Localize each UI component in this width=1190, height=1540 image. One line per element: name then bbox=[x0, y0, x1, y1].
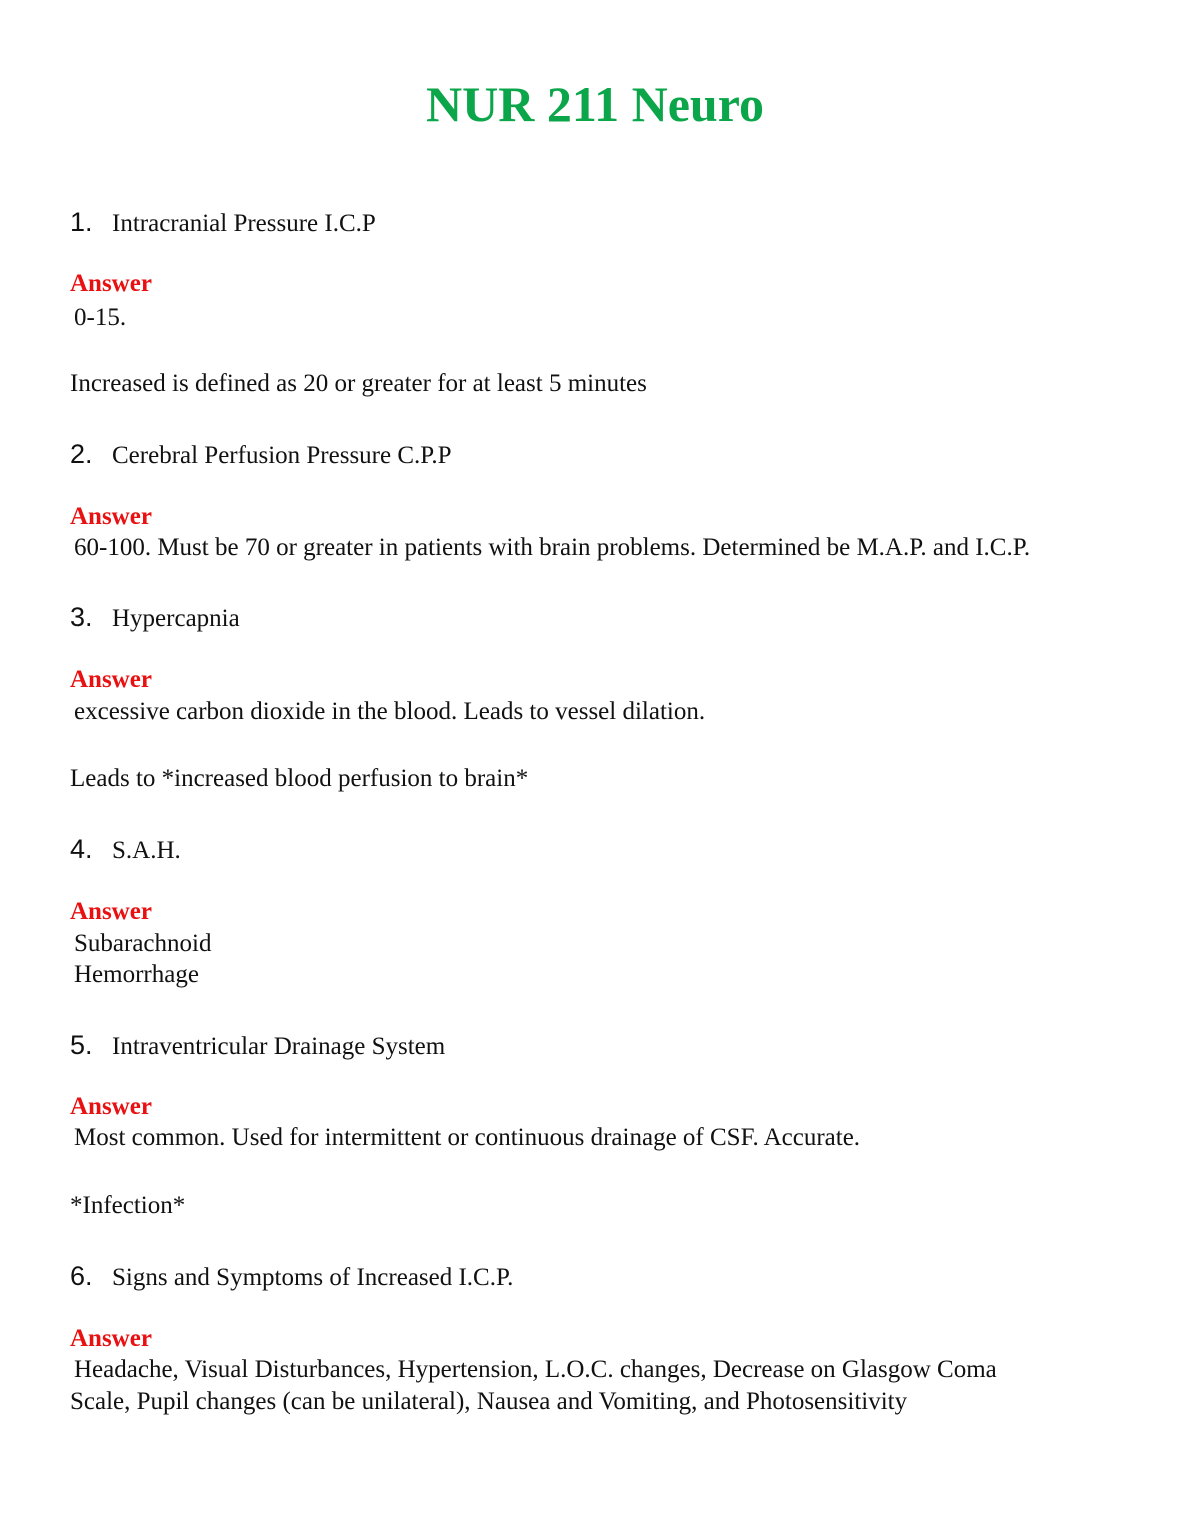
question-number: 6. bbox=[70, 1261, 93, 1291]
answer-label: Answer bbox=[70, 898, 152, 925]
answer-note: *Infection* bbox=[70, 1192, 186, 1219]
answer-label: Answer bbox=[70, 1325, 152, 1352]
question-4 bbox=[70, 833, 181, 867]
question-number: 3. bbox=[70, 602, 93, 632]
answer-label: Answer bbox=[70, 1093, 152, 1120]
question-text: Signs and Symptoms of Increased I.C.P. bbox=[112, 1264, 514, 1291]
question-number: 5. bbox=[70, 1030, 93, 1060]
answer-text: Hemorrhage bbox=[74, 961, 199, 988]
answer-note: Increased is defined as 20 or greater for at least 5 minutes bbox=[70, 370, 647, 397]
question-number: 1. bbox=[70, 207, 93, 237]
answer-text: Scale, Pupil changes (can be unilateral), Nausea and Vomiting, and Photosensitivity bbox=[70, 1388, 908, 1415]
question-number: 2. bbox=[70, 439, 93, 469]
answer-text: Most common. Used for intermittent or continuous drainage of CSF. Accurate. bbox=[74, 1124, 861, 1151]
question-text: Intracranial Pressure I.C.P bbox=[112, 210, 376, 237]
question-2 bbox=[70, 438, 452, 472]
answer-text: excessive carbon dioxide in the blood. Leads to vessel dilation. bbox=[74, 698, 706, 725]
answer-text: 0-15. bbox=[74, 304, 127, 331]
question-1 bbox=[70, 206, 376, 240]
question-text: S.A.H. bbox=[112, 837, 181, 864]
answer-note: Leads to *increased blood perfusion to brain* bbox=[70, 765, 529, 792]
answer-label: Answer bbox=[70, 270, 152, 297]
question-text: Cerebral Perfusion Pressure C.P.P bbox=[112, 442, 452, 469]
answer-label: Answer bbox=[70, 503, 152, 530]
answer-text: 60-100. Must be 70 or greater in patients with brain problems. Determined be M.A.P. and I.C.P. bbox=[74, 534, 1031, 561]
answer-text: Headache, Visual Disturbances, Hypertension, L.O.C. changes, Decrease on Glasgow Coma bbox=[74, 1356, 997, 1383]
document-title: NUR 211 Neuro bbox=[426, 76, 764, 132]
question-text: Intraventricular Drainage System bbox=[112, 1033, 446, 1060]
answer-label: Answer bbox=[70, 666, 152, 693]
question-number: 4. bbox=[70, 834, 93, 864]
question-5 bbox=[70, 1029, 445, 1063]
question-3 bbox=[70, 601, 240, 635]
question-text: Hypercapnia bbox=[112, 605, 240, 632]
answer-text: Subarachnoid bbox=[74, 930, 212, 957]
question-6 bbox=[70, 1260, 513, 1294]
